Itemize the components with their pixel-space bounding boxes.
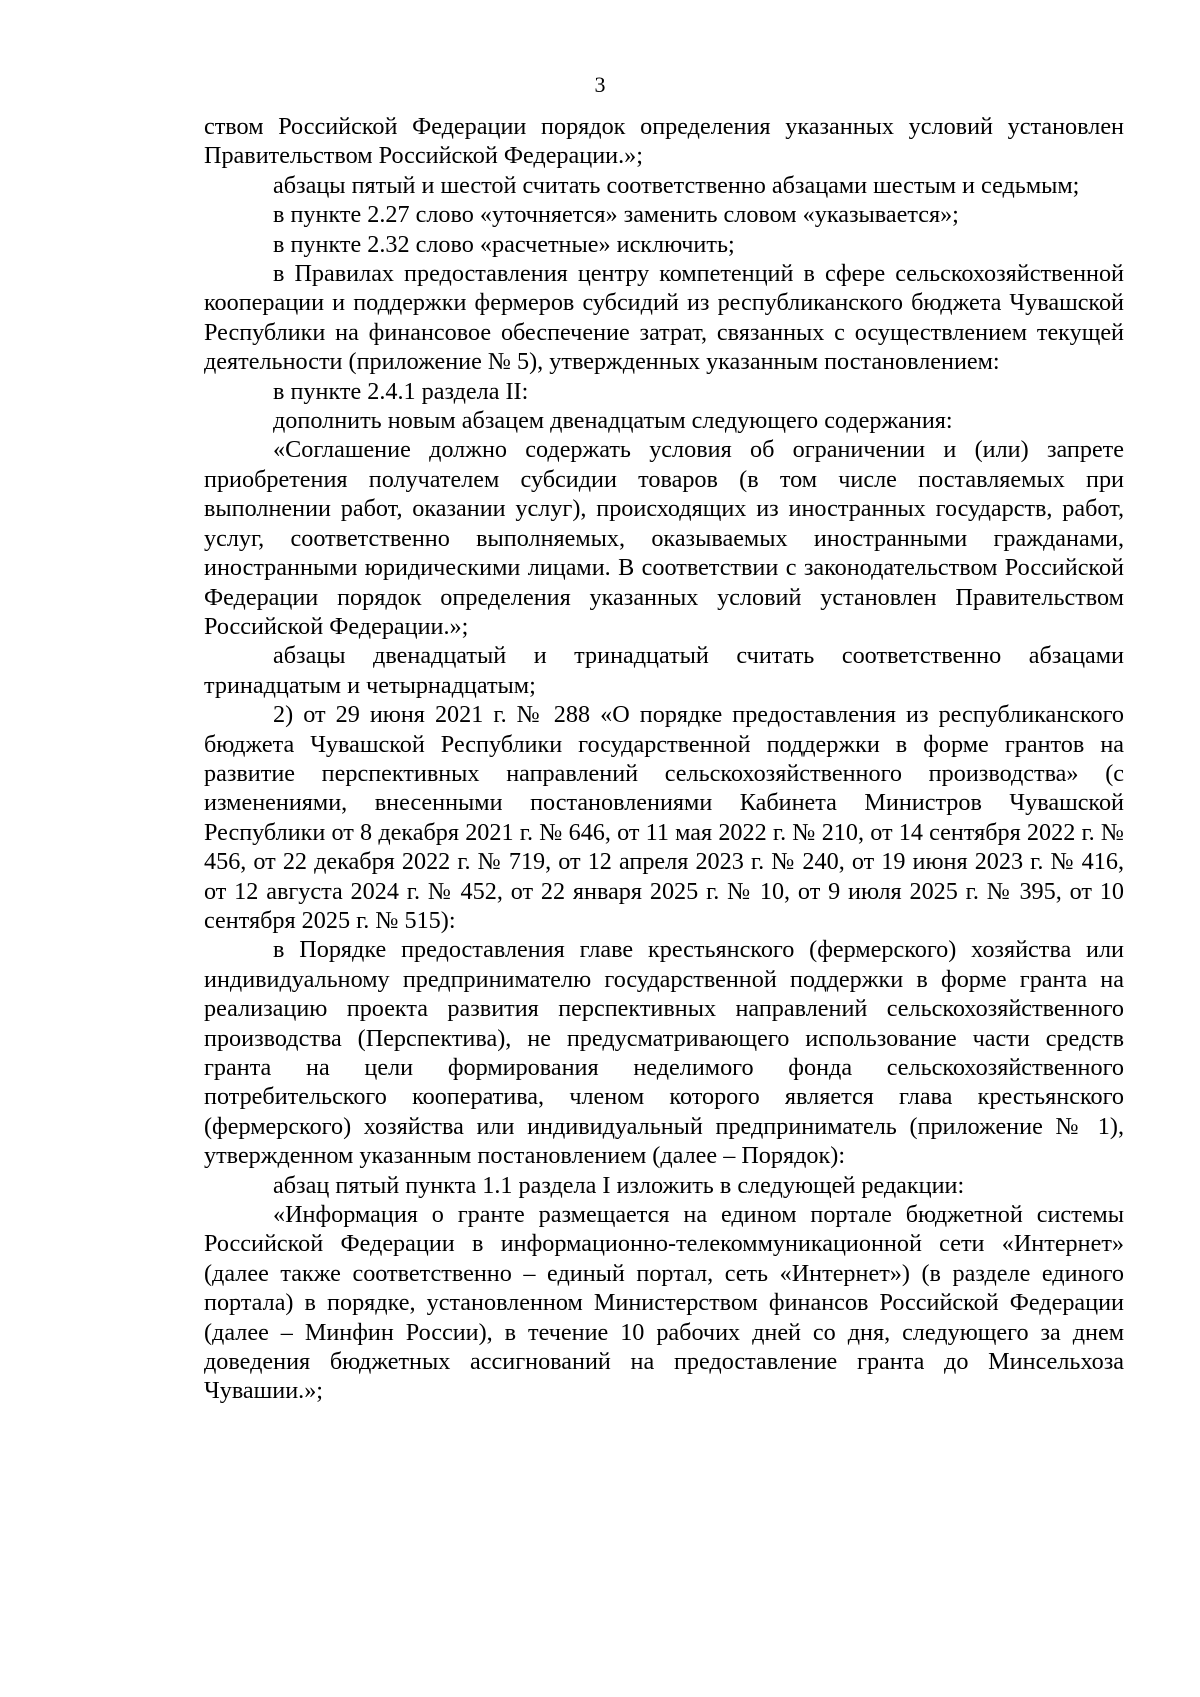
paragraph: «Соглашение должно содержать условия об ограничении и (или) запрете приобретения получателем субсидии товаров (в том числе поставляемых при выполнении работ, оказании услуг), происходящих из иностранных государств, работ, услуг, соответственно выполняемых, оказываемых иностранными гражданами, иностранными юридическими лицами. В соответствии с законодательством Российской Федерации порядок определения указанных условий установлен Правительством Российской Федерации.»; bbox=[204, 436, 1124, 640]
paragraph: в Правилах предоставления центру компетенций в сфере сельскохозяйственной кооперации и поддержки фермеров субсидий из республиканского бюджета Чувашской Республики на финансовое обеспечение затрат, связанных с осуществлением текущей деятельности (приложение № 5), утвержденных указанным постановлением: bbox=[204, 260, 1124, 376]
paragraph: в пункте 2.4.1 раздела II: bbox=[273, 377, 529, 405]
page-number: 3 bbox=[594, 72, 606, 97]
paragraph: «Информация о гранте размещается на едином портале бюджетной системы Российской Федерации в информационно-телекоммуникационной сети «Интернет» (далее также соответственно – единый портал, сеть «Интернет») (в разделе единого портала) в порядке, установленном Министерством финансов Российской Федерации (далее – Минфин России), в течение 10 рабочих дней со дня, следующего за днем доведения бюджетных ассигнований на предоставление гранта до Минсельхоза Чувашии.»; bbox=[204, 1201, 1124, 1405]
paragraph: абзац пятый пункта 1.1 раздела I изложить в следующей редакции: bbox=[273, 1171, 965, 1199]
document-body bbox=[204, 112, 1124, 1406]
paragraph: в Порядке предоставления главе крестьянского (фермерского) хозяйства или индивидуальному предпринимателю государственной поддержки в форме гранта на реализацию проекта развития перспективных направлений сельскохозяйственного производства (Перспектива), не предусматривающего использование части средств гранта на цели формирования неделимого фонда сельскохозяйственного потребительского кооператива, членом которого является глава крестьянского (фермерского) хозяйства или индивидуальный предприниматель (приложение № 1), утвержденном указанным постановлением (далее – Порядок): bbox=[204, 936, 1124, 1170]
paragraph: абзацы двенадцатый и тринадцатый считать соответственно абзацами тринадцатым и четырнадцатым; bbox=[204, 642, 1124, 699]
paragraph: абзацы пятый и шестой считать соответственно абзацами шестым и седьмым; bbox=[273, 171, 1080, 199]
paragraph: в пункте 2.32 слово «расчетные» исключить; bbox=[273, 230, 735, 258]
paragraph: 2) от 29 июня 2021 г. № 288 «О порядке предоставления из республиканского бюджета Чувашской Республики государственной поддержки в форме грантов на развитие перспективных направлений сельскохозяйственного производства» (с изменениями, внесенными постановлениями Кабинета Министров Чувашской Республики от 8 декабря 2021 г. № 646, от 11 мая 2022 г. № 210, от 14 сентября 2022 г. № 456, от 22 декабря 2022 г. № 719, от 12 апреля 2023 г. № 240, от 19 июня 2023 г. № 416, от 12 августа 2024 г. № 452, от 22 января 2025 г. № 10, от 9 июля 2025 г. № 395, от 10 сентября 2025 г. № 515): bbox=[204, 701, 1124, 934]
paragraph: ством Российской Федерации порядок определения указанных условий установлен Правительством Российской Федерации.»; bbox=[204, 113, 1124, 170]
paragraph: дополнить новым абзацем двенадцатым следующего содержания: bbox=[273, 407, 953, 435]
paragraph: в пункте 2.27 слово «уточняется» заменить словом «указывается»; bbox=[273, 201, 959, 229]
